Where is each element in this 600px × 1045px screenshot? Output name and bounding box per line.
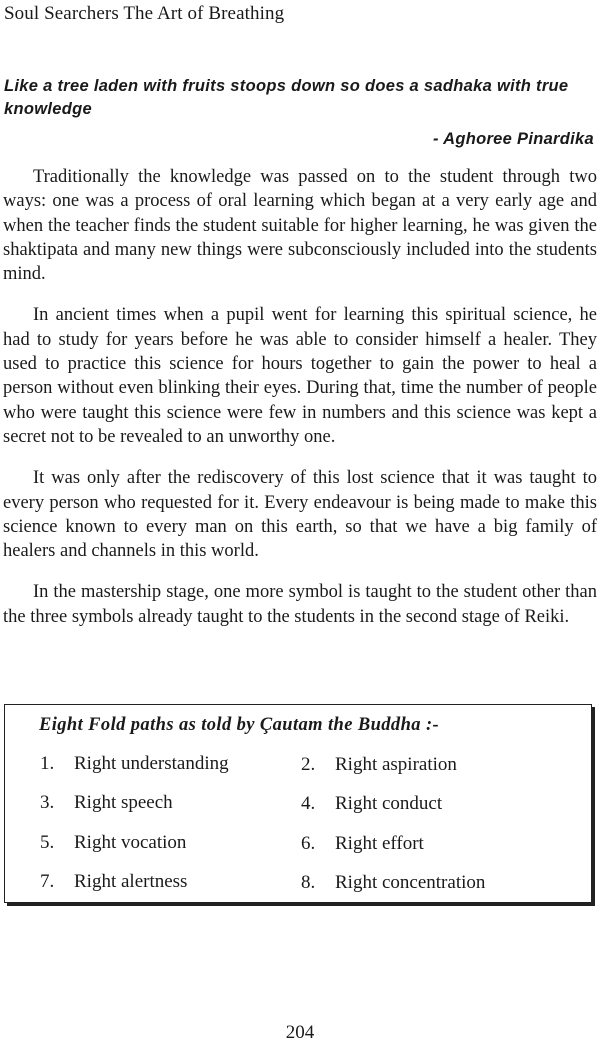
path-item-text: Right concentration bbox=[335, 872, 486, 893]
path-item-number: 2. bbox=[301, 754, 316, 775]
eightfold-path-box bbox=[4, 704, 592, 903]
path-item-number: 5. bbox=[40, 832, 55, 853]
path-item bbox=[301, 833, 424, 855]
path-item-text: Right conduct bbox=[335, 793, 443, 814]
path-item-number: 4. bbox=[301, 793, 316, 814]
path-item-number: 7. bbox=[40, 871, 55, 892]
path-item-text: Right effort bbox=[335, 833, 424, 854]
page-number: 204 bbox=[285, 1022, 315, 1043]
path-item bbox=[40, 871, 187, 893]
path-item-text: Right speech bbox=[74, 792, 173, 813]
path-item-text: Right alertness bbox=[74, 871, 188, 892]
paragraph: Traditionally the knowledge was passed on to the student through two ways: one was a process of oral learning which began at a very early age and when the teacher finds the student suitable for higher learning, he was given the shaktipata and many new things were subconsciously included into the students mind. bbox=[3, 167, 597, 285]
path-item bbox=[301, 754, 457, 776]
path-item-text: Right vocation bbox=[74, 832, 187, 853]
epigraph-quote: Like a tree laden with fruits stoops down so does a sadhaka with true knowledge bbox=[4, 77, 569, 118]
path-item bbox=[40, 753, 229, 775]
path-item-number: 6. bbox=[301, 833, 316, 854]
paragraph: It was only after the rediscovery of this lost science that it was taught to every person who requested for it. Every endeavour is being made to make this science known to every man on this earth, so that we have a big family of healers and channels in this world. bbox=[3, 468, 597, 562]
body-text bbox=[3, 165, 597, 646]
path-item-number: 3. bbox=[40, 792, 55, 813]
path-item-number: 8. bbox=[301, 872, 316, 893]
path-item bbox=[301, 872, 485, 894]
path-item-text: Right understanding bbox=[74, 753, 229, 774]
path-item bbox=[301, 793, 442, 815]
path-item bbox=[40, 832, 186, 854]
box-title: Eight Fold paths as told by Çautam the Buddha :- bbox=[39, 715, 440, 735]
path-item-text: Right aspiration bbox=[335, 754, 457, 775]
epigraph-attribution: - Aghoree Pinardika bbox=[433, 130, 594, 148]
paragraph: In the mastership stage, one more symbol is taught to the student other than the three symbols already taught to the students in the second stage of Reiki. bbox=[3, 582, 597, 627]
running-head: Soul Searchers The Art of Breathing bbox=[4, 3, 285, 24]
path-item bbox=[40, 792, 173, 814]
path-item-number: 1. bbox=[40, 753, 55, 774]
paragraph: In ancient times when a pupil went for learning this spiritual science, he had to study for years before he was able to consider himself a healer. They used to practice this science for hours together to gain the power to heal a person without even blinking their eyes. During that, time the number of people who were taught this science were few in numbers and this science was kept a secret not to be revealed to an unworthy one. bbox=[3, 305, 597, 447]
